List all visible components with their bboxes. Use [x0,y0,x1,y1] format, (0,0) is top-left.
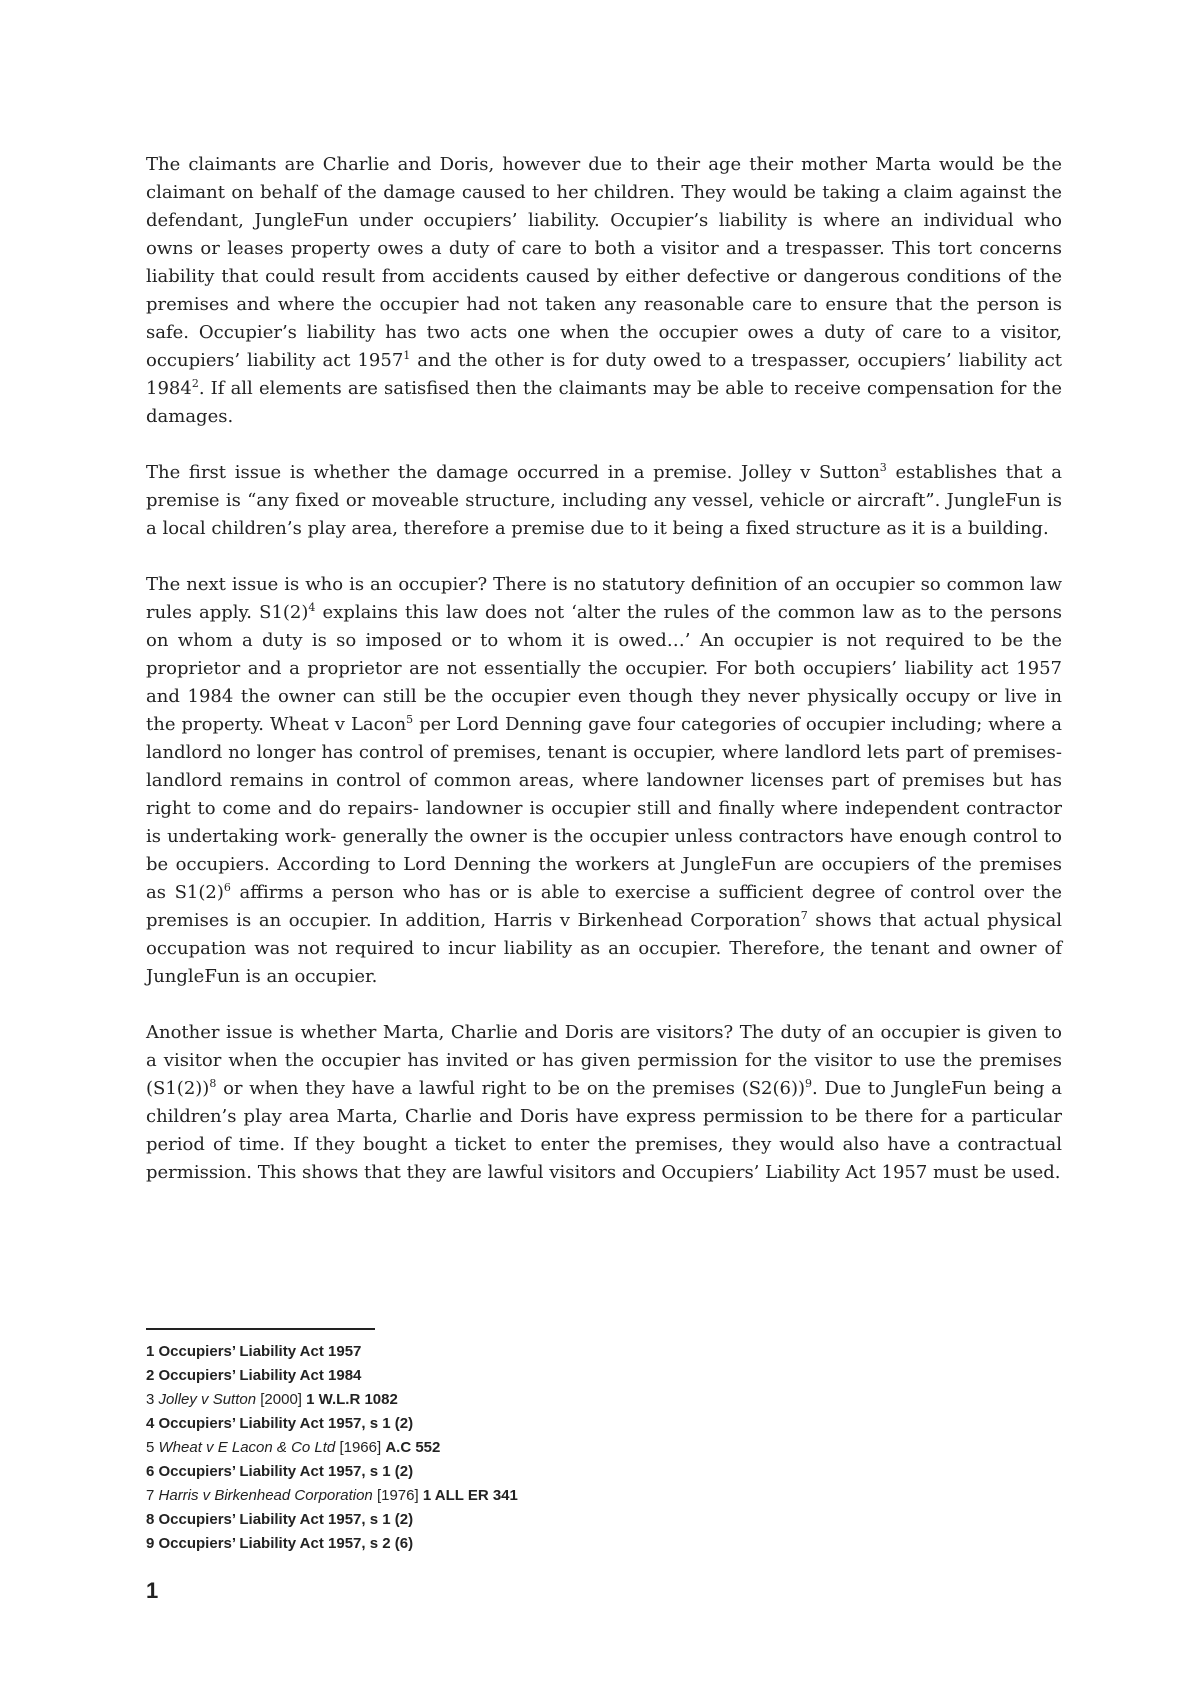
footnote-ref[interactable]: 7 [800,909,808,922]
paragraph-visitors: Another issue is whether Marta, Charlie and Doris are visitors? The duty of an occupier is given to a visitor when the occupier has invited or has given permission for the visitor to use the premises $(S1(2))^8$ or when they have a lawful right to be on the premises $(S2(6))^9$. Due to JungleFun being a children’s play area Marta, Charlie and Doris have express permission to be there for a particular period of time. If they bought a ticket to enter the premises, they would also have a contractual permission. This shows that they are lawful visitors and Occupiers’ Liability Act 1957 must be used. [146,1022,1062,1183]
footnote-2: 2 Occupiers’ Liability Act 1984 [146,1367,362,1384]
footnote-7: 7 Harris v Birkenhead Corporation [1976] 1 ALL ER 341 [146,1487,518,1504]
footnote-3: 3 Jolley v Sutton [2000] 1 W.L.R 1082 [146,1391,398,1408]
body-text [146,151,1062,1215]
footnote-ref[interactable]: 9 [805,1077,813,1090]
footnote-1: 1 Occupiers’ Liability Act 1957 [146,1343,362,1360]
footnote-ref[interactable]: 5 [406,713,414,726]
footnote-ref[interactable]: 3 [879,461,887,474]
footnote-ref[interactable]: 8 [209,1077,217,1090]
footnote-4: 4 Occupiers’ Liability Act 1957, s 1 (2) [146,1415,414,1432]
footnote-9: 9 Occupiers’ Liability Act 1957, s 2 (6) [146,1535,414,1552]
paragraph-occupier: The next issue is who is an occupier? There is no statutory definition of an occupier so common law rules apply. $S1(2)^4$ explains this law does not ‘alter the rules of the common law as to the persons on whom a duty is so imposed or to whom it is owed…’ An occupier is not required to be the proprietor and a proprietor are not essentially the occupier. For both occupiers’ liability act 1957 and 1984 the owner can still be the occupier even though they never physically occupy or live in the property. Wheat v Lacon$^5$ per Lord Denning gave four categories of occupier including; where a landlord no longer has control of premises, tenant is occupier, where landlord lets part of premises- landlord remains in control of common areas, where landowner licenses part of premises but has right to come and do repairs- landowner is occupier still and finally where independent contractor is undertaking work- generally the owner is the occupier unless contractors have enough control to be occupiers. According to Lord Denning the workers at JungleFun are occupiers of the premises as $S1(2)^6$ affirms a person who has or is able to exercise a sufficient degree of control over the premises is an occupier. In addition, Harris v Birkenhead Corporation$^7$ shows that actual physical occupation was not required to incur liability as an occupier. Therefore, the tenant and owner of JungleFun is an occupier. [146,574,1062,987]
footnote-ref[interactable]: 6 [223,881,231,894]
page-number: 1 [146,1578,159,1603]
footnote-ref[interactable]: 4 [308,601,316,614]
footnote-separator [146,1328,375,1330]
footnote-5: 5 Wheat v E Lacon & Co Ltd [1966] A.C 552 [146,1439,441,1456]
paragraph-claimants: The claimants are Charlie and Doris, however due to their age their mother Marta would be the claimant on behalf of the damage caused to her children. They would be taking a claim against the defendant, JungleFun under occupiers’ liability. Occupier’s liability is where an individual who owns or leases property owes a duty of care to both a visitor and a trespasser. This tort concerns liability that could result from accidents caused by either defective or dangerous conditions of the premises and where the occupier had not taken any reasonable care to ensure that the person is safe. Occupier’s liability has two acts one when the occupier owes a duty of care to a visitor, occupiers’ liability act 1957$^1$ and the other is for duty owed to a trespasser, occupiers’ liability act 1984$^2$. If all elements are satisfised then the claimants may be able to receive compensation for the damages. [146,154,1063,427]
footnote-8: 8 Occupiers’ Liability Act 1957, s 1 (2) [146,1511,414,1528]
footnotes [146,1340,518,1556]
footnote-ref[interactable]: 2 [191,377,199,390]
footnote-ref[interactable]: 1 [403,349,411,362]
footnote-6: 6 Occupiers’ Liability Act 1957, s 1 (2) [146,1463,414,1480]
paragraph-premise: The first issue is whether the damage occurred in a premise. Jolley v Sutton$^3$ establishes that a premise is “any fixed or moveable structure, including any vessel, vehicle or aircraft”. JungleFun is a local children’s play area, therefore a premise due to it being a fixed structure as it is a building. [146,461,1062,539]
